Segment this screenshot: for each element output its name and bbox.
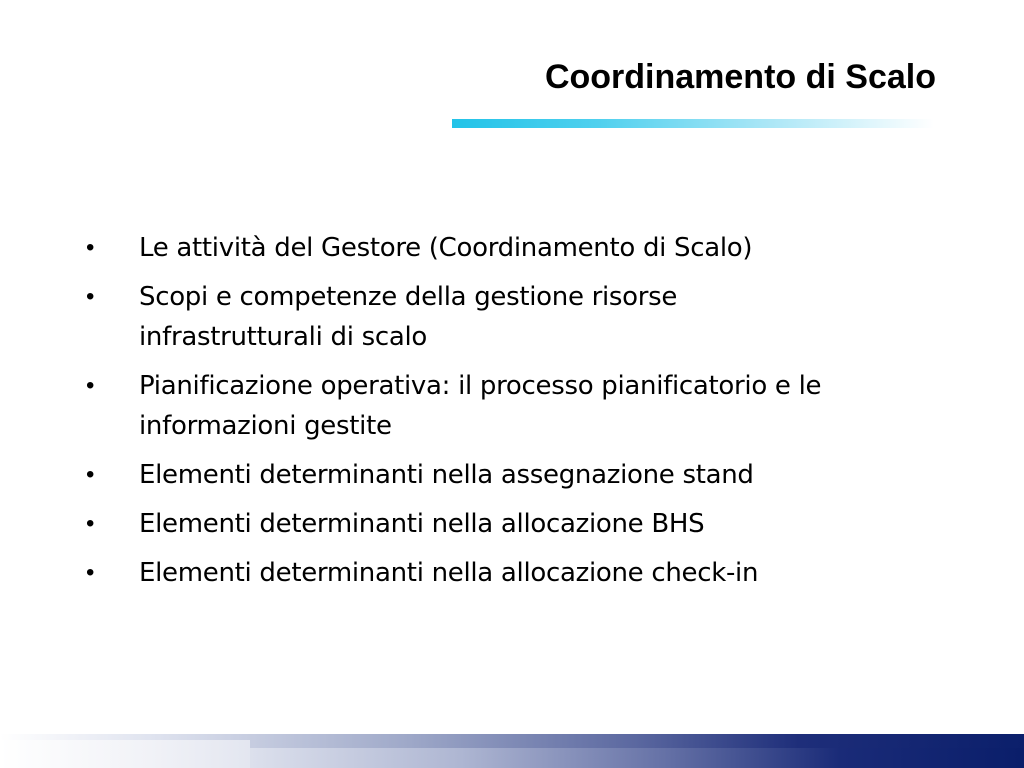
bullet-text: Elementi determinanti nella allocazione check-in <box>139 558 759 588</box>
bullet-item <box>86 366 926 446</box>
bullet-text: Elementi determinanti nella assegnazione stand <box>139 460 754 490</box>
bullet-item <box>86 228 926 268</box>
bullet-text: Pianificazione operativa: il processo pianificatorio e le informazioni gestite <box>139 371 822 441</box>
bullet-dot-icon: • <box>86 461 95 488</box>
bullet-text: Elementi determinanti nella allocazione BHS <box>139 509 705 539</box>
footer-band-fade <box>0 740 250 768</box>
bullet-item <box>86 504 926 544</box>
bullet-text: Le attività del Gestore (Coordinamento di Scalo) <box>139 233 753 263</box>
bullet-text: Scopi e competenze della gestione risorse infrastrutturali di scalo <box>139 282 678 352</box>
bullet-item <box>86 277 926 357</box>
bullet-dot-icon: • <box>86 234 95 261</box>
slide-title: Coordinamento di Scalo <box>544 58 936 96</box>
bullet-dot-icon: • <box>86 283 95 310</box>
bullet-item <box>86 553 926 593</box>
bullet-item <box>86 455 926 495</box>
bullet-dot-icon: • <box>86 559 95 586</box>
bullet-list <box>86 228 926 602</box>
bullet-dot-icon: • <box>86 372 95 399</box>
footer-decorative-band <box>0 734 1024 768</box>
bullet-dot-icon: • <box>86 510 95 537</box>
title-underline-accent <box>452 119 934 128</box>
